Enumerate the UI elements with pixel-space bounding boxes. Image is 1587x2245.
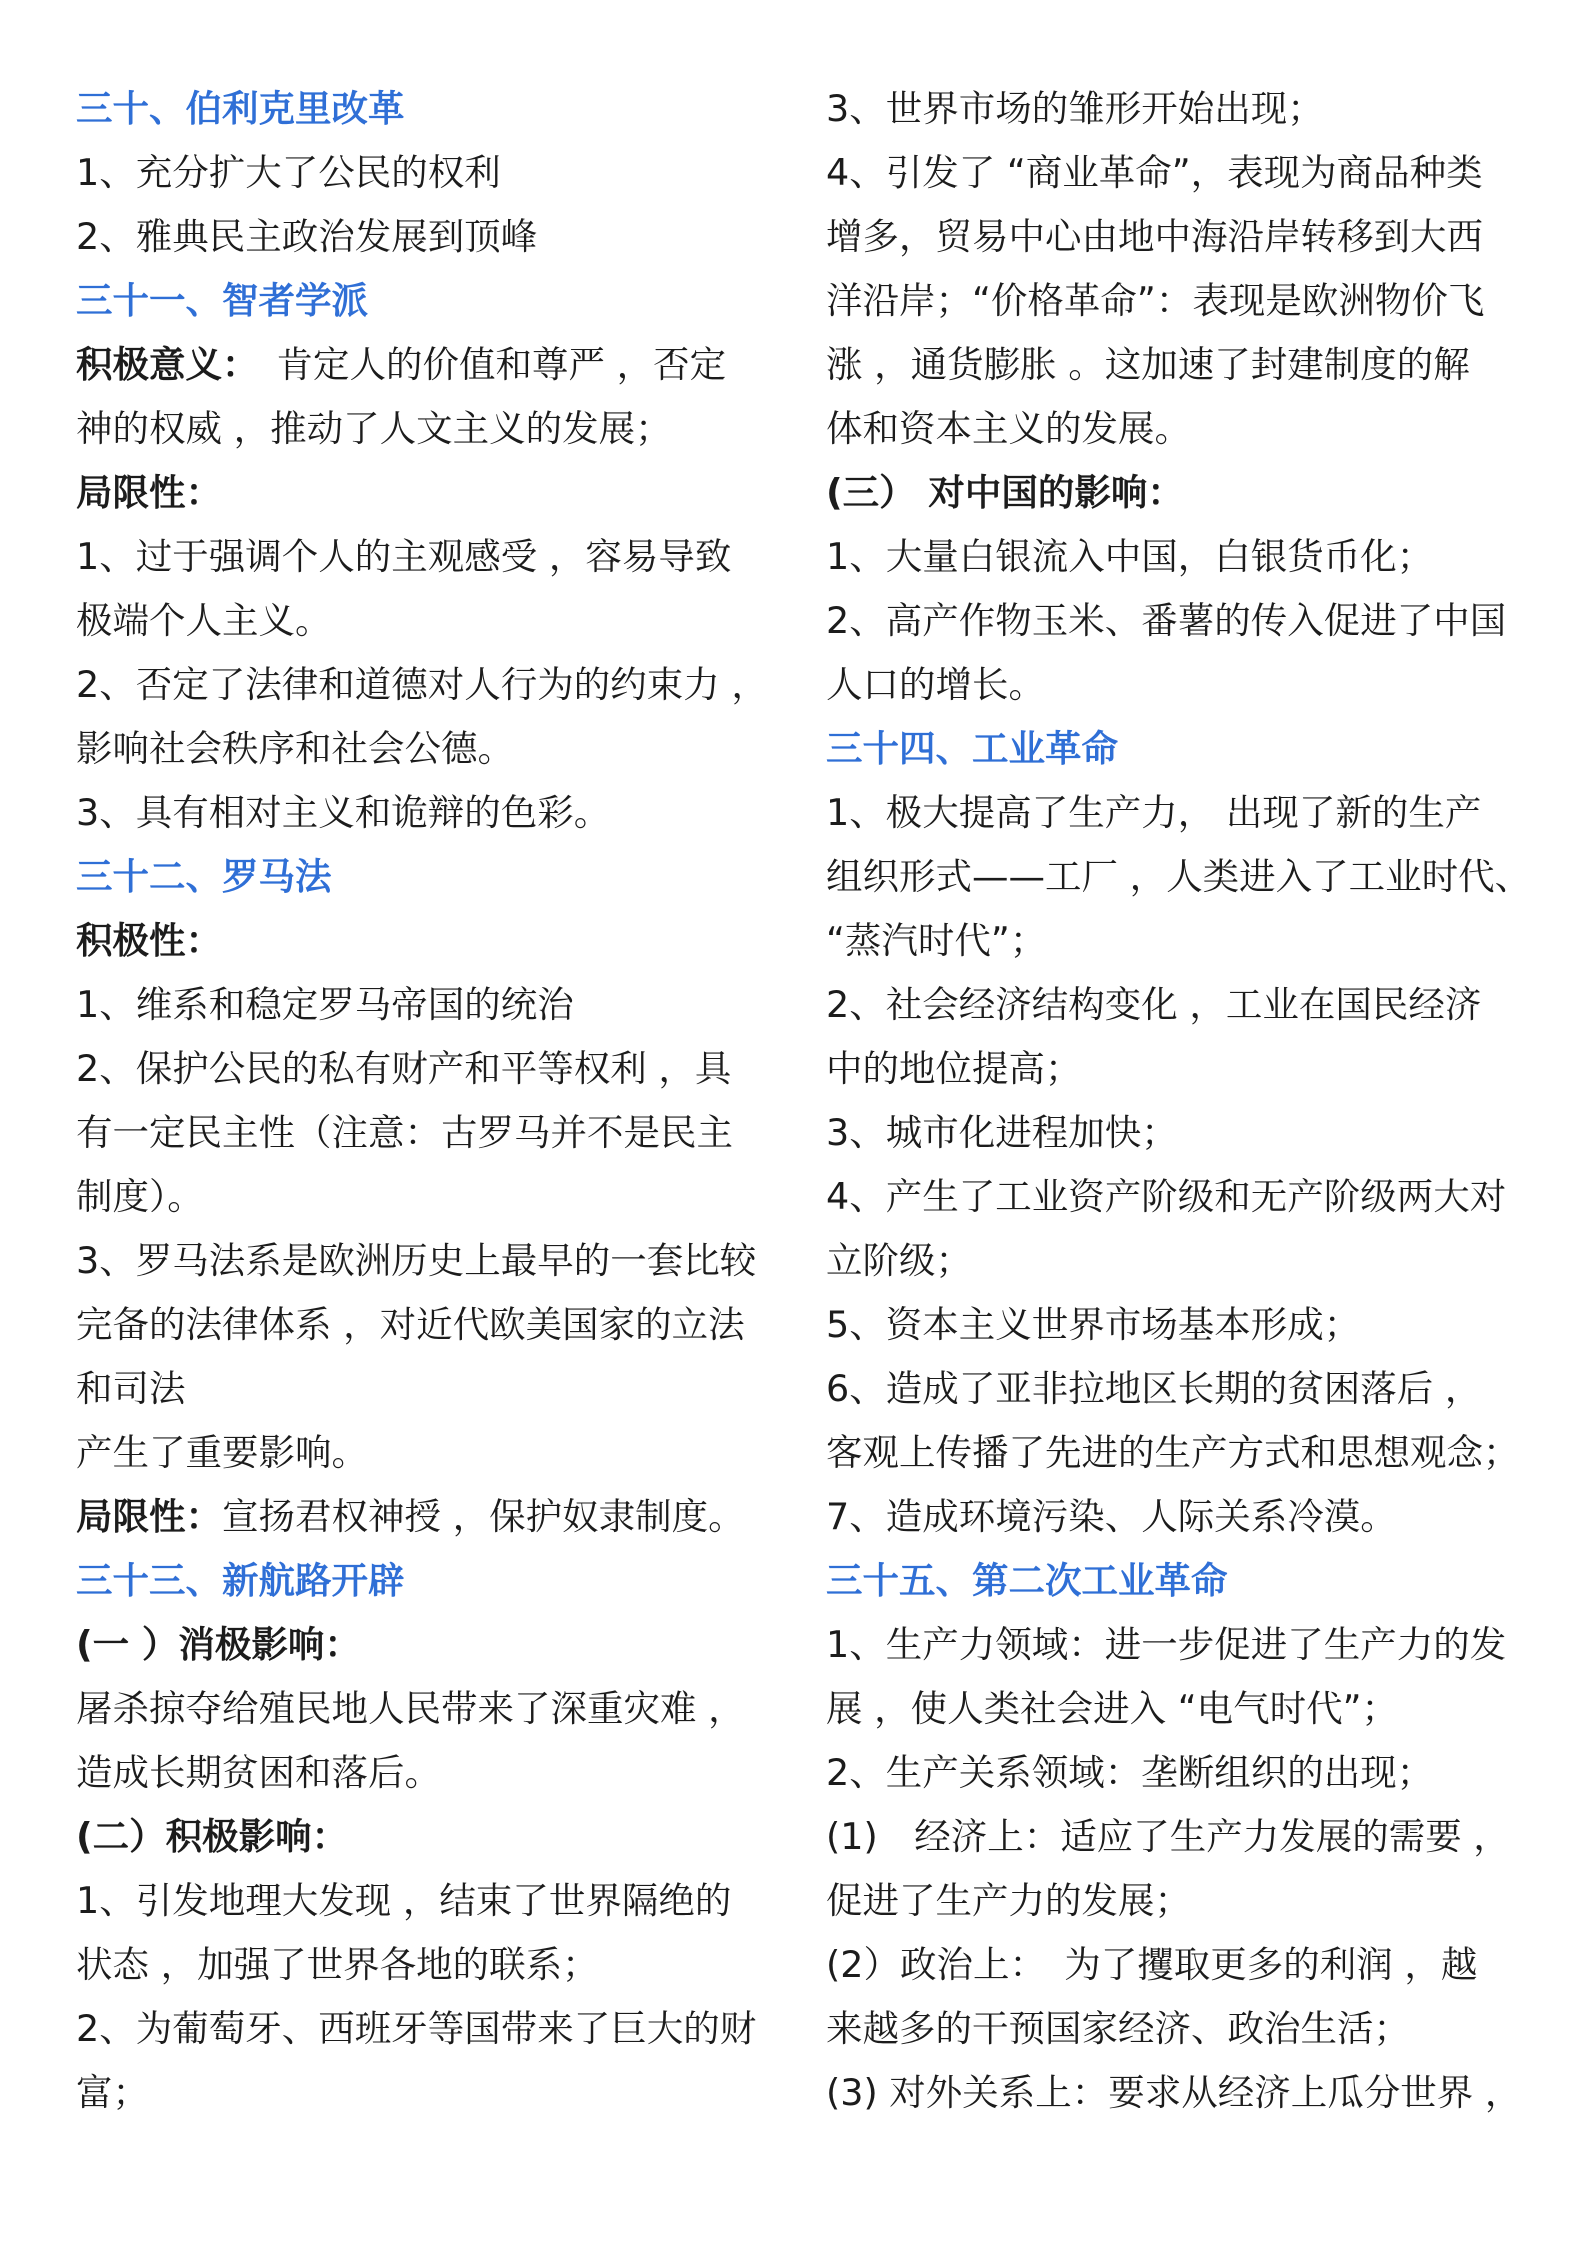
sec31-limit-2b: 影响社会秩序和社会公德。: [76, 727, 514, 770]
sec33-point-4e: 体和资本主义的发展。: [826, 407, 1191, 450]
sec34-item-4a: 4、产生了工业资产阶级和无产阶级两大对: [826, 1175, 1507, 1218]
sec32-point-2b: 有一定民主性（注意：古罗马并不是民主: [76, 1111, 733, 1154]
sec34-item-1b: 组织形式——工厂 ，人类进入了工业时代、: [826, 855, 1532, 898]
sec31-positive-text-2: 神的权威 ，推动了人文主义的发展；: [76, 407, 672, 450]
sec34-item-6a: 6、造成了亚非拉地区长期的贫困落后 ，: [826, 1367, 1482, 1410]
section-31-title: 三十一、智者学派: [76, 279, 368, 322]
sec33-point-4b: 增多，贸易中心由地中海沿岸转移到大西: [826, 215, 1483, 258]
sec34-item-3: 3、城市化进程加快；: [826, 1111, 1178, 1154]
sec31-positive-label: 积极意义：: [76, 343, 259, 386]
sec33-china-label: (三） 对中国的影响：: [826, 471, 1184, 514]
sec32-point-3c: 和司法: [76, 1367, 186, 1410]
sec34-item-7: 7、造成环境污染、人际关系冷漠。: [826, 1495, 1397, 1538]
section-34-title: 三十四、工业革命: [826, 727, 1118, 770]
section-32-title: 三十二、罗马法: [76, 855, 332, 898]
sec30-item-2: 2、雅典民主政治发展到顶峰: [76, 215, 538, 258]
sec33-point-3: 3、世界市场的雏形开始出现；: [826, 87, 1324, 130]
sec33-china-2b: 人口的增长。: [826, 663, 1045, 706]
sec32-limits-label: 局限性：: [76, 1495, 222, 1538]
sec35-item-1b: 展 ，使人类社会进入 “电气时代”；: [826, 1687, 1399, 1730]
sec34-item-2a: 2、社会经济结构变化 ，工业在国民经济: [826, 983, 1482, 1026]
sec32-limits-text: 宣扬君权神授 ，保护奴隶制度。: [222, 1495, 745, 1538]
sec31-positive-line-1: [76, 340, 726, 390]
section-33-title: 三十三、新航路开辟: [76, 1559, 405, 1602]
sec32-positive-label: 积极性：: [76, 919, 222, 962]
sec32-point-2a: 2、保护公民的私有财产和平等权利 ，具: [76, 1047, 732, 1090]
sec35-politics-2b: 来越多的干预国家经济、政治生活；: [826, 2007, 1410, 2050]
sec33-positive-label: (二）积极影响：: [76, 1815, 349, 1858]
sec34-item-1a: 1、极大提高了生产力， 出现了新的生产: [826, 791, 1482, 834]
sec33-positive-1a: 1、引发地理大发现 ，结束了世界隔绝的: [76, 1879, 732, 1922]
sec33-point-4a: 4、引发了 “商业革命”，表现为商品种类: [826, 151, 1483, 194]
sec35-econ-1a: (1) 经济上：适应了生产力发展的需要 ，: [826, 1815, 1510, 1858]
sec34-item-4b: 立阶级；: [826, 1239, 972, 1282]
sec31-positive-text-1: 肯定人的价值和尊严 ，否定: [276, 343, 727, 386]
section-35-title: 三十五、第二次工业革命: [826, 1559, 1228, 1602]
sec33-negative-1: 屠杀掠夺给殖民地人民带来了深重灾难 ，: [76, 1687, 745, 1730]
sec34-item-5: 5、资本主义世界市场基本形成；: [826, 1303, 1361, 1346]
sec33-positive-2a: 2、为葡萄牙、西班牙等国带来了巨大的财: [76, 2007, 757, 2050]
sec33-china-2a: 2、高产作物玉米、番薯的传入促进了中国: [826, 599, 1507, 642]
sec34-item-1c: “蒸汽时代”；: [826, 919, 1047, 962]
sec32-point-3d: 产生了重要影响。: [76, 1431, 368, 1474]
sec33-point-4d: 涨 ，通货膨胀 。这加速了封建制度的解: [826, 343, 1470, 386]
sec32-point-1: 1、维系和稳定罗马帝国的统治: [76, 983, 574, 1026]
sec30-item-1: 1、充分扩大了公民的权利: [76, 151, 501, 194]
sec32-point-2c: 制度）。: [76, 1175, 204, 1218]
sec35-econ-1b: 促进了生产力的发展；: [826, 1879, 1191, 1922]
sec33-point-4c: 洋沿岸；“价格革命”：表现是欧洲物价飞: [826, 279, 1485, 322]
sec32-point-3a: 3、罗马法系是欧洲历史上最早的一套比较: [76, 1239, 757, 1282]
sec31-limit-1a: 1、过于强调个人的主观感受 ，容易导致: [76, 535, 732, 578]
sec32-limits-line: [76, 1492, 745, 1542]
sec35-foreign-3: (3) 对外关系上：要求从经济上瓜分世界 ，: [826, 2071, 1522, 2114]
section-30-title: 三十、伯利克里改革: [76, 87, 405, 130]
sec33-positive-2b: 富；: [76, 2071, 149, 2114]
sec31-limit-1b: 极端个人主义。: [76, 599, 332, 642]
sec31-limits-label: 局限性：: [76, 471, 222, 514]
sec33-negative-label: (一 ）消极影响：: [76, 1623, 361, 1666]
sec31-limit-2a: 2、否定了法律和道德对人行为的约束力 ，: [76, 663, 768, 706]
sec31-limit-3: 3、具有相对主义和诡辩的色彩。: [76, 791, 611, 834]
sec34-item-6b: 客观上传播了先进的生产方式和思想观念；: [826, 1431, 1520, 1474]
sec33-positive-1b: 状态 ，加强了世界各地的联系；: [76, 1943, 599, 1986]
sec33-negative-2: 造成长期贫困和落后。: [76, 1751, 441, 1794]
sec34-item-2b: 中的地位提高；: [826, 1047, 1082, 1090]
sec35-politics-2a: (2）政治上： 为了攫取更多的利润 ，越: [826, 1943, 1478, 1986]
sec35-item-1a: 1、生产力领域：进一步促进了生产力的发: [826, 1623, 1507, 1666]
sec35-item-2: 2、生产关系领域：垄断组织的出现；: [826, 1751, 1434, 1794]
sec32-point-3b: 完备的法律体系 ，对近代欧美国家的立法: [76, 1303, 745, 1346]
sec33-china-1: 1、大量白银流入中国，白银货币化；: [826, 535, 1434, 578]
